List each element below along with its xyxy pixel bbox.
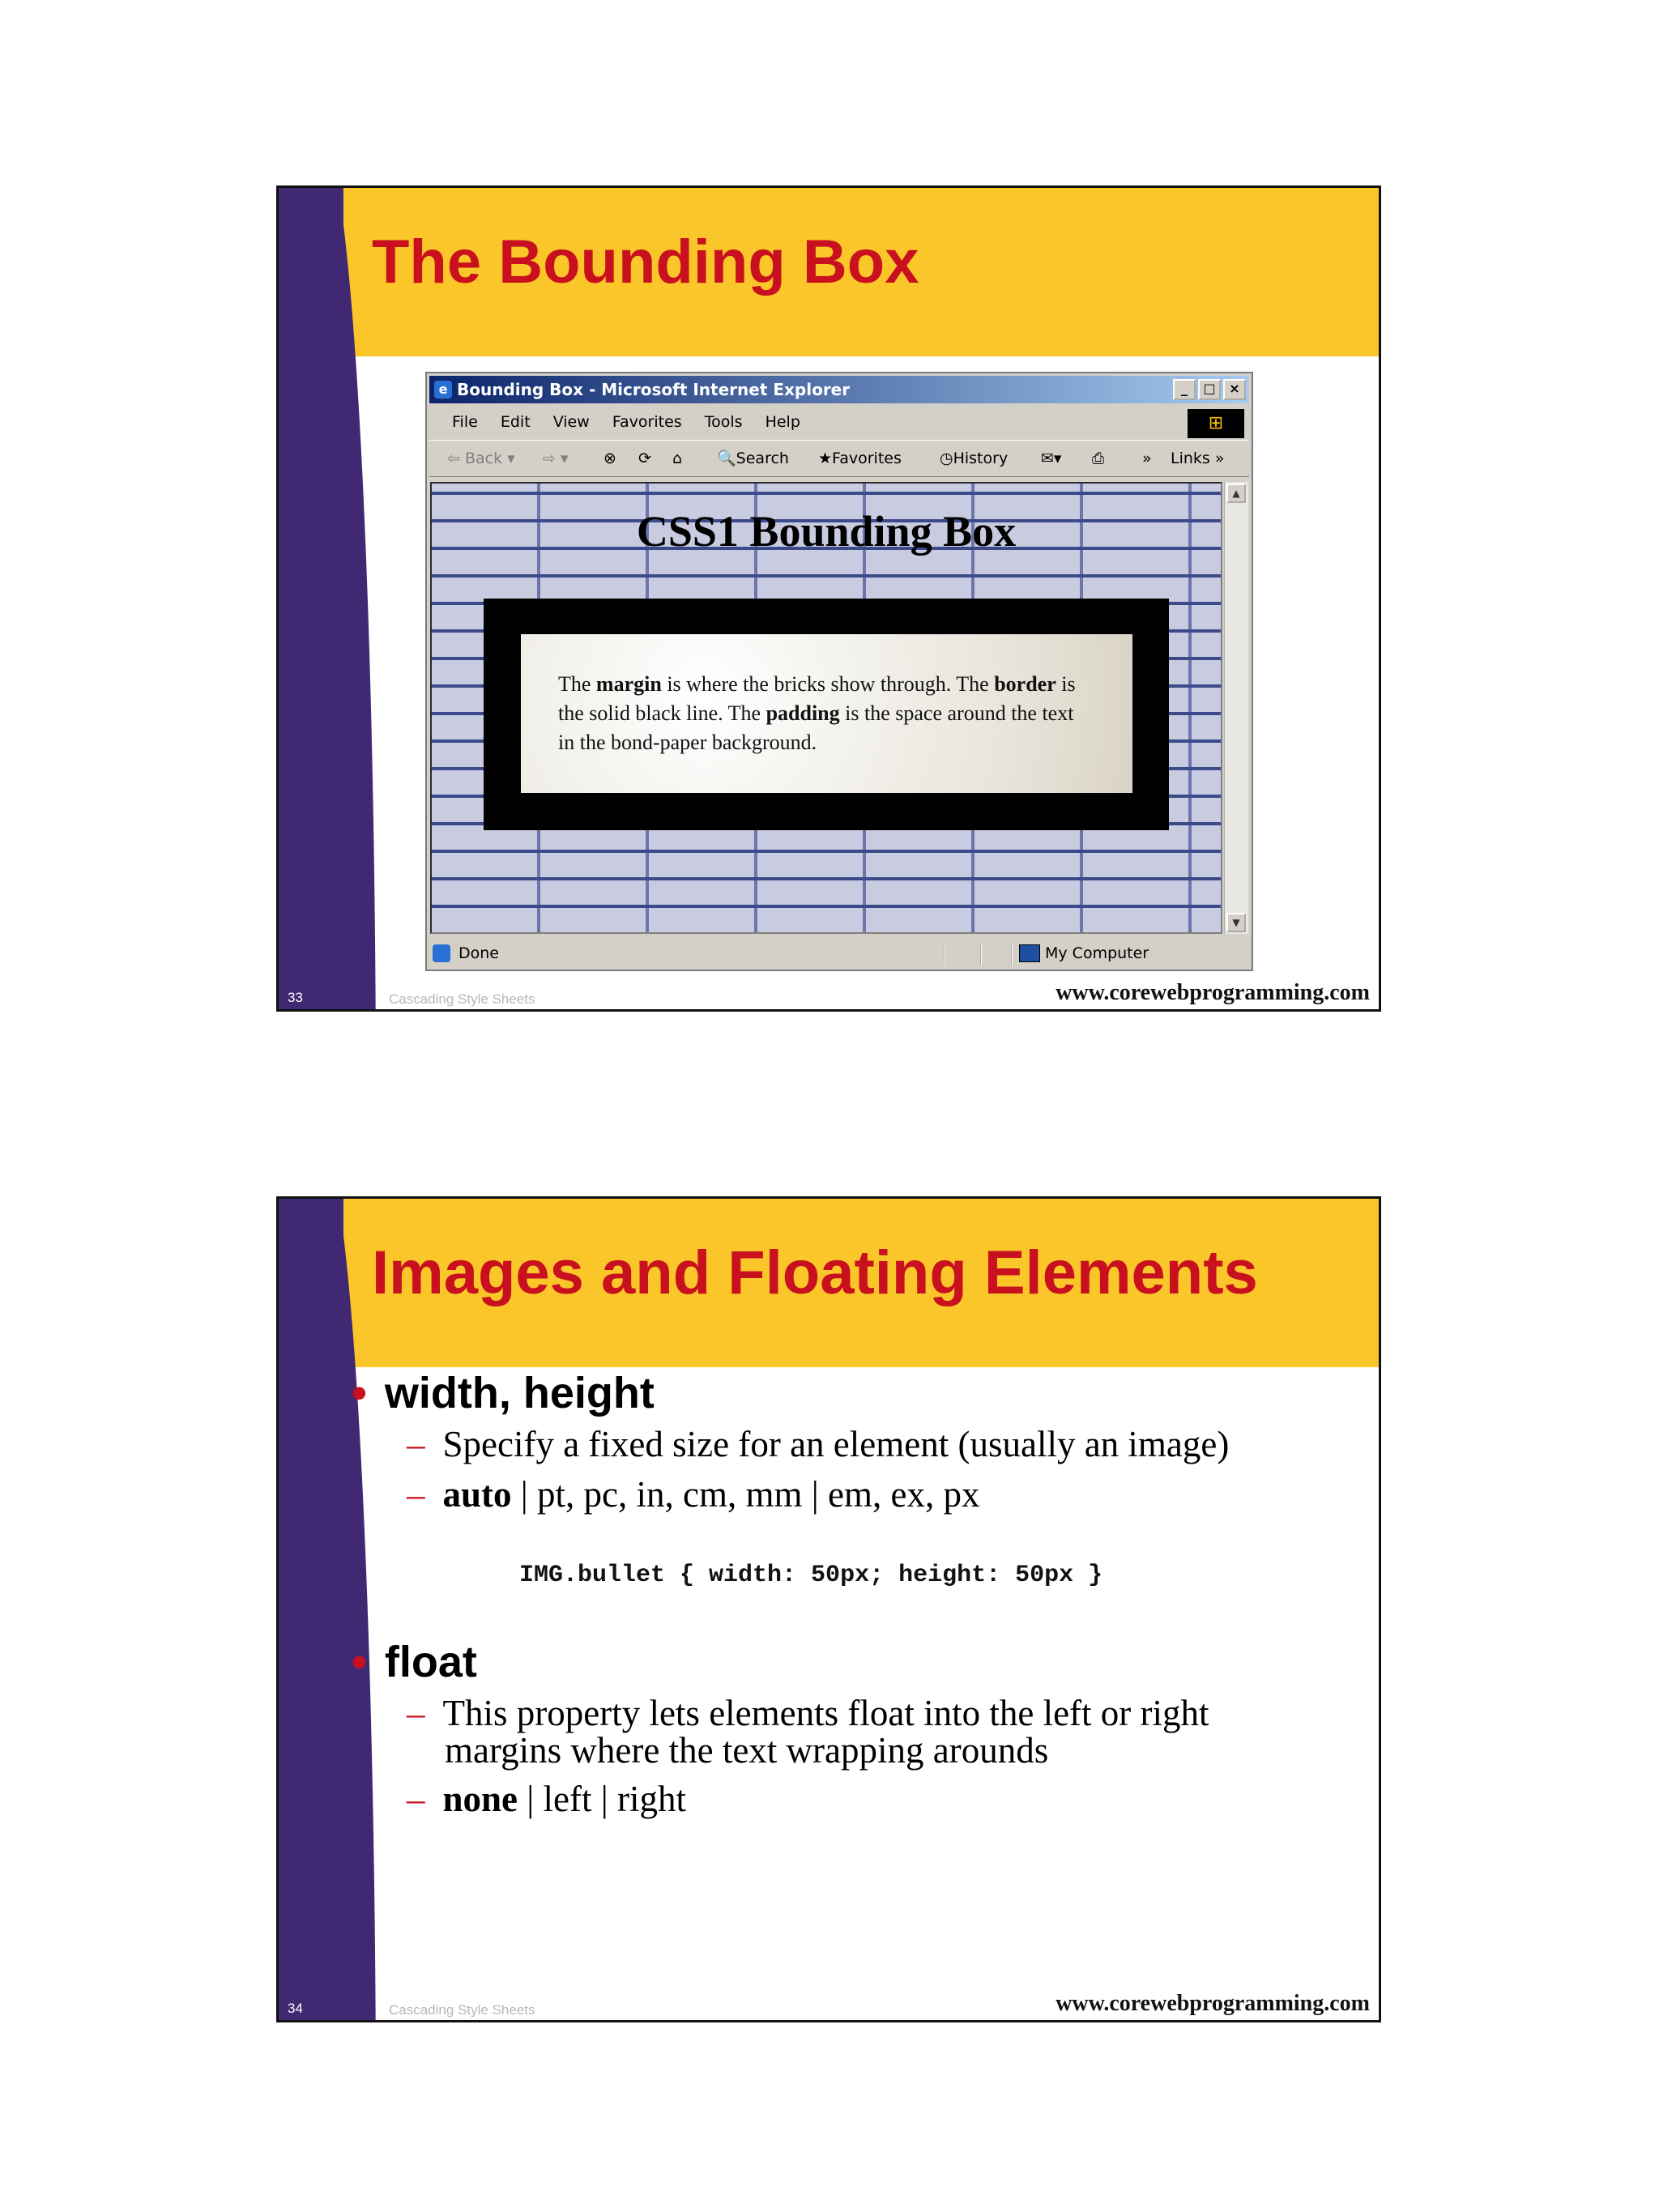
- toolbar: [429, 440, 1249, 477]
- paragraph-text: The: [558, 672, 596, 696]
- maximize-button[interactable]: □: [1198, 379, 1221, 400]
- history-icon: ◷: [940, 450, 953, 467]
- back-arrow-icon: ⇦: [447, 450, 465, 467]
- footer-course: Cascading Style Sheets: [389, 991, 535, 1007]
- bullet-heading: • width, height: [352, 1369, 655, 1417]
- scroll-up-icon[interactable]: ▲: [1226, 484, 1246, 503]
- accent-curve: [343, 188, 424, 1009]
- menu-edit[interactable]: Edit: [500, 413, 531, 431]
- menu-favorites[interactable]: Favorites: [612, 413, 682, 431]
- accent-curve: [343, 1199, 424, 2020]
- search-button[interactable]: 🔍Search: [717, 450, 789, 467]
- forward-arrow-icon: ⇨ ▾: [543, 450, 569, 467]
- slide-title: Images and Floating Elements: [372, 1238, 1258, 1307]
- status-divider: [980, 943, 982, 965]
- sub-item: – auto | pt, pc, in, cm, mm | em, ex, px: [407, 1474, 980, 1515]
- border-term: border: [994, 672, 1056, 696]
- links-button[interactable]: Links »: [1171, 450, 1225, 467]
- sub-item: – This property lets elements float into the left or right margins where the text wrapping arounds: [407, 1693, 1209, 1771]
- left-accent-bar: [279, 188, 343, 1009]
- border-box: [484, 599, 1169, 830]
- menu-view[interactable]: View: [552, 413, 590, 431]
- code-example: IMG.bullet { width: 50px; height: 50px }: [519, 1562, 1103, 1589]
- history-button[interactable]: ◷History: [940, 450, 1009, 467]
- menu-file[interactable]: File: [452, 413, 478, 431]
- status-text: Done: [458, 944, 499, 962]
- paragraph-text: is where the bricks show through. The: [661, 672, 995, 696]
- status-divider: [1011, 943, 1013, 965]
- bullet-heading: • float: [352, 1638, 477, 1686]
- slide-images-floating: [276, 1196, 1381, 2022]
- home-icon[interactable]: ⌂: [672, 450, 683, 467]
- windows-flag-icon: ⊞: [1188, 409, 1244, 438]
- sub-item: – none | left | right: [407, 1779, 687, 1819]
- computer-icon: [1019, 944, 1040, 962]
- menu-help[interactable]: Help: [765, 413, 800, 431]
- menu-tools[interactable]: Tools: [704, 413, 743, 431]
- scroll-down-icon[interactable]: ▼: [1226, 913, 1246, 932]
- page-heading: CSS1 Bounding Box: [636, 507, 1017, 556]
- menu-bar: [429, 407, 1249, 437]
- page-icon: [433, 944, 450, 962]
- ie-logo-icon: e: [434, 381, 452, 399]
- favorites-icon: ★: [818, 450, 833, 467]
- back-button[interactable]: ⇦ Back ▾: [447, 450, 515, 467]
- minimize-button[interactable]: _: [1173, 379, 1196, 400]
- sub-item: – Specify a fixed size for an element (usually an image): [407, 1424, 1230, 1464]
- zone-text: My Computer: [1045, 944, 1149, 962]
- footer-url: www.corewebprogramming.com: [1056, 1991, 1370, 2016]
- browser-window: [425, 372, 1253, 971]
- slide-number: 34: [288, 2001, 303, 2016]
- slide-number: 33: [288, 990, 303, 1005]
- toolbar-more-button[interactable]: »: [1142, 450, 1152, 467]
- stop-icon[interactable]: ⊗: [603, 450, 616, 467]
- slide-the-bounding-box: [276, 185, 1381, 1012]
- forward-button[interactable]: [543, 441, 569, 476]
- slide-title: The Bounding Box: [372, 228, 919, 296]
- left-accent-bar: [279, 1199, 343, 2020]
- print-icon[interactable]: ⎙: [1092, 450, 1105, 467]
- search-icon: 🔍: [717, 450, 736, 467]
- bullet-dot-icon: •: [352, 1369, 367, 1417]
- padding-term: padding: [766, 701, 840, 725]
- browser-titlebar: [429, 376, 1249, 403]
- vertical-scrollbar[interactable]: [1224, 482, 1248, 934]
- favorites-button[interactable]: ★Favorites: [818, 450, 902, 467]
- status-bar: [429, 940, 1249, 967]
- window-title: Bounding Box - Microsoft Internet Explorer: [457, 380, 851, 399]
- paragraph-text: is the solid black line. The: [558, 672, 1076, 725]
- padding-box: [521, 634, 1132, 793]
- page-content: [430, 482, 1222, 934]
- status-divider: [944, 943, 945, 965]
- paragraph-text: is the space around the text in the bond-paper background.: [558, 701, 1074, 754]
- refresh-icon[interactable]: ⟳: [638, 450, 651, 467]
- footer-url: www.corewebprogramming.com: [1056, 980, 1370, 1005]
- margin-term: margin: [595, 672, 662, 696]
- bullet-dot-icon: •: [352, 1638, 367, 1686]
- footer-course: Cascading Style Sheets: [389, 2002, 535, 2018]
- mail-icon[interactable]: ✉▾: [1041, 450, 1062, 467]
- close-button[interactable]: ×: [1223, 379, 1246, 400]
